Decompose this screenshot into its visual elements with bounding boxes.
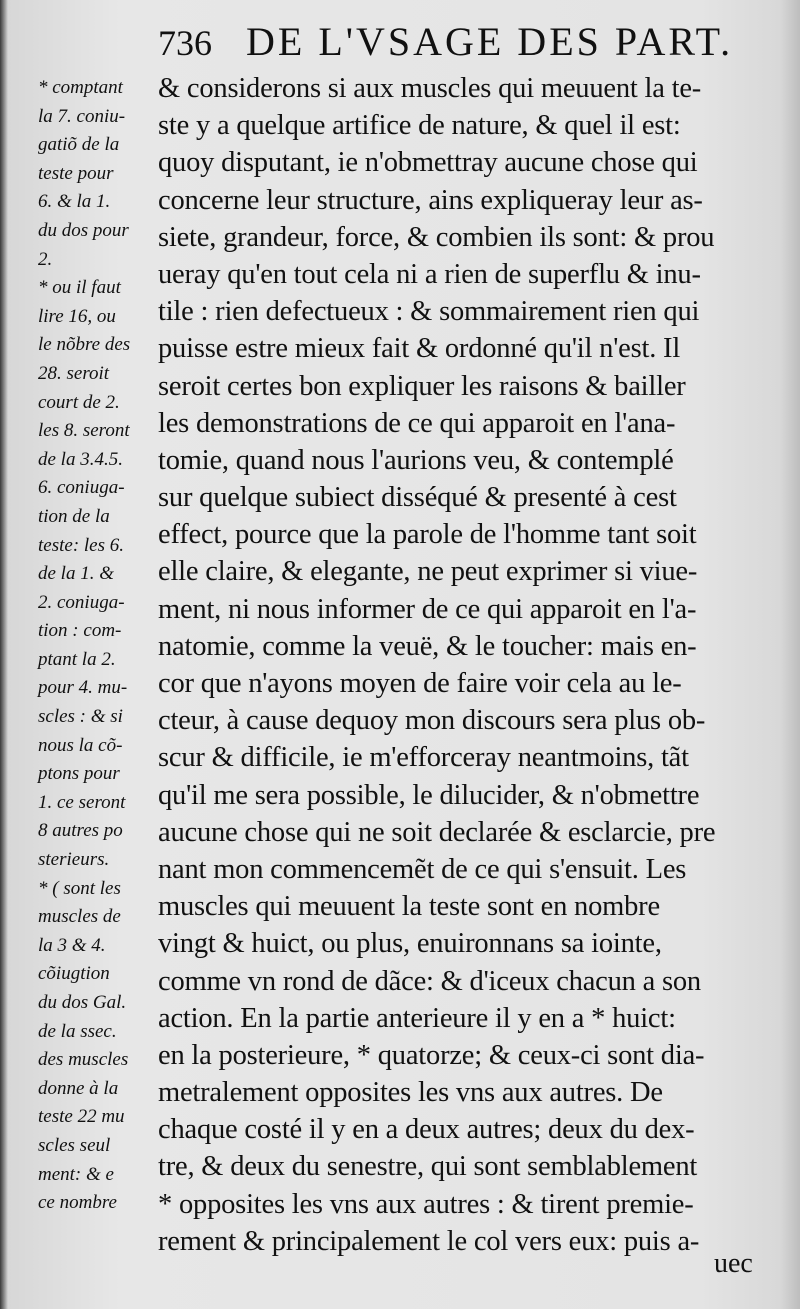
margin-note-line: 28. seroit xyxy=(38,362,110,384)
margin-note-line: lire 16, ou xyxy=(38,305,116,327)
margin-note-line: scles : & si xyxy=(38,706,123,728)
text-line: vingt & huict, ou plus, enuironnans sa iointe, xyxy=(158,928,662,960)
margin-note-line: 1. ce seront xyxy=(38,791,126,813)
margin-note-line: court de 2. xyxy=(38,391,120,413)
text-line: natomie, comme la veuë, & le toucher: mais en- xyxy=(158,630,697,662)
catchword: uec xyxy=(714,1248,753,1279)
text-line: cteur, à cause dequoy mon discours sera plus ob- xyxy=(158,705,706,737)
margin-note-line: le nõbre des xyxy=(38,334,131,356)
margin-note-line: 2. coniuga- xyxy=(38,591,125,613)
margin-note-line: gatiõ de la xyxy=(38,134,120,156)
margin-note-line: muscles de xyxy=(38,906,121,928)
margin-note-line: teste: les 6. xyxy=(38,534,125,556)
text-line: ment, ni nous informer de ce qui apparoit en l'a- xyxy=(158,593,697,625)
margin-note-line: du dos pour xyxy=(38,219,129,241)
margin-note-line: pour 4. mu- xyxy=(38,677,128,699)
margin-note-line: nous la cõ- xyxy=(38,734,123,756)
text-line: puisse estre mieux fait & ordonné qu'il n'est. Il xyxy=(158,333,681,365)
margin-note-line: teste pour xyxy=(38,162,114,184)
text-line: muscles qui meuuent la teste sont en nombre xyxy=(158,891,660,923)
page-number: 736 xyxy=(158,23,212,63)
text-line: nant mon commencemẽt de ce qui s'ensuit. Les xyxy=(158,853,687,885)
margin-note-line: cõiugtion xyxy=(38,963,110,985)
margin-note-line: de la ssec. xyxy=(38,1020,117,1042)
margin-note-line: les 8. seront xyxy=(38,420,130,442)
margin-note-line: la 7. coniu- xyxy=(38,105,126,127)
margin-note-line: sterieurs. xyxy=(38,849,110,871)
text-line: ste y a quelque artifice de nature, & quel il est: xyxy=(158,110,681,142)
margin-note-line: ment: & e xyxy=(38,1163,114,1185)
margin-note-line: tion de la xyxy=(38,505,110,527)
margin-note-line: * ou il faut xyxy=(38,277,121,299)
margin-note-line: de la 3.4.5. xyxy=(38,448,123,470)
text-line: seroit certes bon expliquer les raisons & bailler xyxy=(158,370,686,402)
page-header xyxy=(0,12,800,72)
text-line: comme vn rond de dãce: & d'iceux chacun a son xyxy=(158,965,701,997)
text-line: tomie, quand nous l'aurions veu, & contemplé xyxy=(158,444,674,476)
text-line: rement & principalement le col vers eux: puis a- xyxy=(158,1225,700,1257)
margin-note-line: la 3 & 4. xyxy=(38,934,106,956)
margin-note-line: 2. xyxy=(38,248,53,270)
margin-note-line: donne à la xyxy=(38,1077,119,1099)
text-line: ueray qu'en tout cela ni a rien de superflu & inu- xyxy=(158,258,701,290)
text-line: effect, pource que la parole de l'homme tant soit xyxy=(158,519,697,551)
text-line: & considerons si aux muscles qui meuuent la te- xyxy=(158,73,702,104)
margin-note-line: de la 1. & xyxy=(38,563,114,585)
text-line: sur quelque subiect disséqué & presenté à cest xyxy=(158,482,677,514)
margin-note-line: 6. & la 1. xyxy=(38,191,111,213)
text-line: action. En la partie anterieure il y en a * huict: xyxy=(158,1002,676,1034)
text-line: quoy disputant, ie n'obmettray aucune chose qui xyxy=(158,147,698,179)
margin-note-line: ptant la 2. xyxy=(38,648,116,670)
margin-notes xyxy=(38,74,160,1218)
margin-note-line: * ( sont les xyxy=(38,877,121,899)
text-line: qu'il me sera possible, le dilucider, & n'obmettre xyxy=(158,779,700,811)
margin-note-line: 8 autres po xyxy=(38,820,123,842)
text-line: chaque costé il y en a deux autres; deux du dex- xyxy=(158,1114,695,1146)
text-line: * opposites les vns aux autres : & tirent premie- xyxy=(158,1188,694,1220)
text-line: metralement opposites les vns aux autres. De xyxy=(158,1077,663,1109)
text-line: aucune chose qui ne soit declarée & esclarcie, pre xyxy=(158,816,716,848)
margin-note-line: ce nombre xyxy=(38,1192,117,1214)
text-line: tile : rien defectueux : & sommairement rien qui xyxy=(158,296,700,328)
text-line: en la posterieure, * quatorze; & ceux-ci sont dia- xyxy=(158,1039,705,1071)
text-line: elle claire, & elegante, ne peut exprimer si viue- xyxy=(158,556,698,588)
text-line: tre, & deux du senestre, qui sont semblablement xyxy=(158,1151,698,1183)
margin-note-line: tion : com- xyxy=(38,620,122,642)
text-line: concerne leur structure, ains expliqueray leur as- xyxy=(158,184,703,216)
margin-note-line: du dos Gal. xyxy=(38,992,127,1013)
margin-note-line: ptons pour xyxy=(38,763,120,785)
margin-note-line: des muscles xyxy=(38,1049,129,1071)
margin-note-line: 6. coniuga- xyxy=(38,477,125,499)
running-head: DE L'VSAGE DES PART. xyxy=(246,19,734,64)
margin-note-line: scles seul xyxy=(38,1134,111,1156)
margin-note-line: * comptant xyxy=(38,77,123,98)
text-line: cor que n'ayons moyen de faire voir cela au le- xyxy=(158,668,682,699)
text-line: scur & difficile, ie m'efforceray neantmoins, tãt xyxy=(158,742,689,774)
text-line: siete, grandeur, force, & combien ils sont: & prou xyxy=(158,221,715,253)
text-line: les demonstrations de ce qui apparoit en l'ana- xyxy=(158,407,676,439)
margin-note-line: teste 22 mu xyxy=(38,1106,125,1128)
main-text-block xyxy=(158,70,758,1260)
